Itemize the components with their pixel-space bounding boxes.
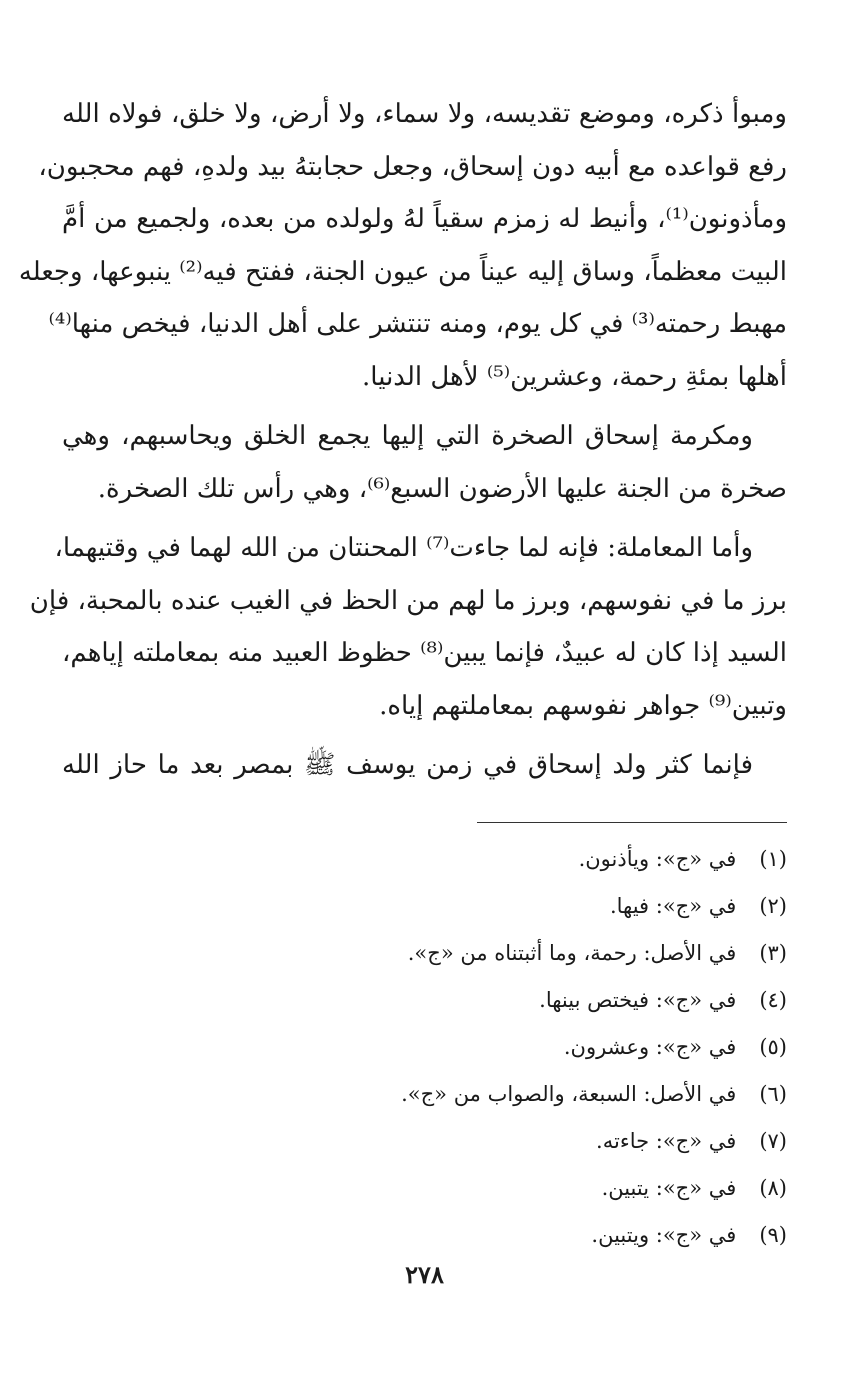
footnote-text: في «ج»: فيختص بينها. bbox=[539, 988, 737, 1012]
text-line: أهلها بمئةِ رحمة، وعشرين⁽⁵⁾ لأهل الدنيا. bbox=[362, 361, 787, 392]
footnote-text: في «ج»: يتبين. bbox=[601, 1176, 737, 1200]
footnote-text: في «ج»: جاءته. bbox=[596, 1129, 737, 1153]
paragraph-3 bbox=[29, 522, 787, 732]
text-line: البيت معظماً، وساق إليه عيناً من عيون الجنة، ففتح فيه⁽²⁾ ينبوعها، وجعله bbox=[18, 256, 787, 287]
footnote-text: في «ج»: ويتبين. bbox=[591, 1223, 737, 1247]
footnote-number: (٢) bbox=[759, 894, 787, 918]
footnote-item bbox=[62, 977, 787, 1024]
book-page bbox=[18, 88, 787, 1368]
text-line: ومأذونون⁽¹⁾، وأنيط له زمزم سقياً لهُ ولولده من بعده، ولجميع من أمَّ bbox=[62, 204, 787, 234]
footnote-item bbox=[62, 1071, 787, 1118]
page-number: ٢٧٨ bbox=[405, 1260, 444, 1289]
footnote-number: (٥) bbox=[759, 1035, 787, 1059]
text-line: فإنما كثر ولد إسحاق في زمن يوسف ﷺ بمصر بعد ما حاز الله bbox=[62, 750, 753, 780]
footnote-number: (١) bbox=[759, 847, 787, 871]
text-line: ومبوأ ذكره، وموضع تقديسه، ولا سماء، ولا أرض، ولا خلق، فولاه الله bbox=[62, 99, 787, 129]
main-text bbox=[18, 88, 787, 792]
text-line: السيد إذا كان له عبيدٌ، فإنما يبين⁽⁸⁾ حظوظ العبيد منه بمعاملته إياهم، bbox=[62, 638, 787, 668]
text-line: ومكرمة إسحاق الصخرة التي إليها يجمع الخلق ويحاسبهم، وهي bbox=[62, 421, 753, 451]
footnote-number: (٣) bbox=[759, 941, 787, 965]
paragraph-2 bbox=[62, 410, 787, 515]
paragraph-1 bbox=[18, 88, 787, 403]
text-line: مهبط رحمته⁽³⁾ في كل يوم، ومنه تنتشر على أهل الدنيا، فيخص منها⁽⁴⁾ bbox=[48, 309, 787, 339]
footnote-text: في الأصل: السبعة، والصواب من «ج». bbox=[401, 1082, 737, 1106]
footnotes bbox=[62, 836, 787, 1259]
footnote-item bbox=[62, 930, 787, 977]
footnote-text: في «ج»: ويأذنون. bbox=[578, 847, 737, 871]
text-line: وتبين⁽⁹⁾ جواهر نفوسهم بمعاملتهم إياه. bbox=[379, 690, 787, 721]
footnote-text: في «ج»: فيها. bbox=[609, 894, 737, 918]
footnote-number: (٨) bbox=[759, 1176, 787, 1200]
footnote-text: في الأصل: رحمة، وما أثبتناه من «ج». bbox=[407, 941, 737, 965]
paragraph-4 bbox=[62, 739, 787, 792]
footnote-number: (٧) bbox=[759, 1129, 787, 1153]
footnote-number: (٩) bbox=[759, 1223, 787, 1247]
footnote-item bbox=[62, 1024, 787, 1071]
footnote-divider bbox=[477, 822, 787, 823]
footnote-item bbox=[62, 1212, 787, 1259]
text-line: صخرة من الجنة عليها الأرضون السبع⁽⁶⁾، وهي رأس تلك الصخرة. bbox=[97, 473, 787, 504]
footnote-item bbox=[62, 1118, 787, 1165]
text-line: رفع قواعده مع أبيه دون إسحاق، وجعل حجابتهُ بيد ولدهِ، فهم محجبون، bbox=[38, 151, 787, 182]
footnote-number: (٤) bbox=[759, 988, 787, 1012]
footnote-text: في «ج»: وعشرون. bbox=[563, 1035, 737, 1059]
footnote-item bbox=[62, 836, 787, 883]
footnote-item bbox=[62, 883, 787, 930]
footnote-number: (٦) bbox=[759, 1082, 787, 1106]
footnote-item bbox=[62, 1165, 787, 1212]
text-line: وأما المعاملة: فإنه لما جاءت⁽⁷⁾ المحنتان من الله لهما في وقتيهما، bbox=[54, 533, 753, 563]
text-line: برز ما في نفوسهم، وبرز ما لهم من الحظ في الغيب عنده بالمحبة، فإن bbox=[29, 585, 787, 616]
